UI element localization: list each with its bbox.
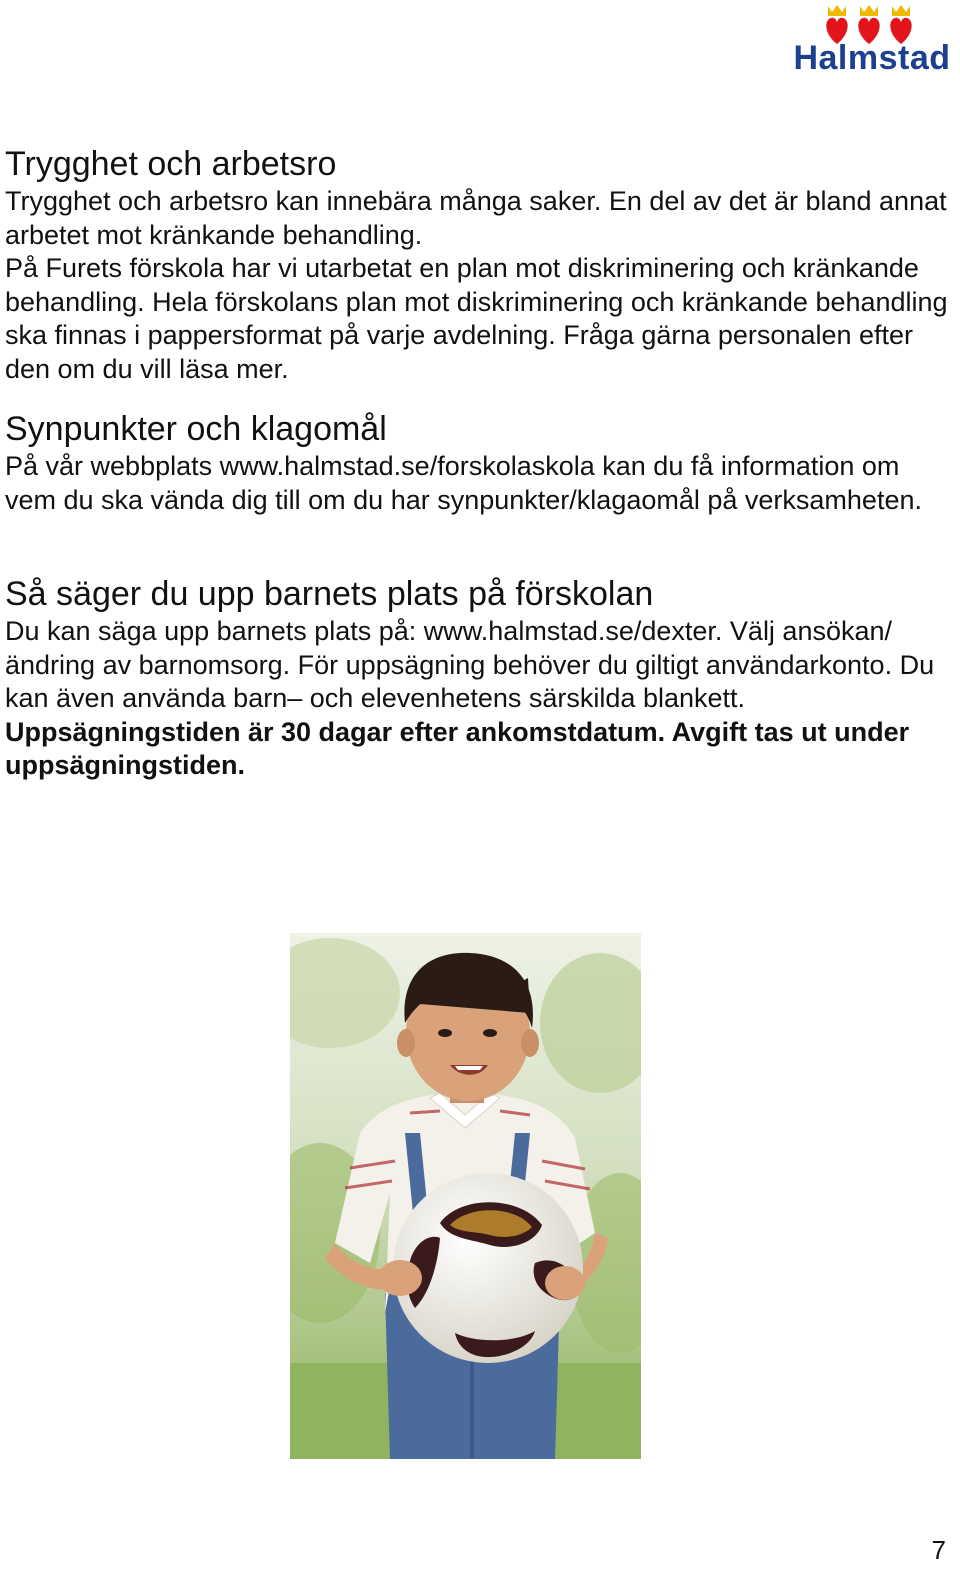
page-number: 7 xyxy=(931,1535,946,1565)
halmstad-logo xyxy=(792,4,952,76)
photo-boy-with-football xyxy=(290,933,641,1459)
section-heading-trygghet: Trygghet och arbetsro xyxy=(5,145,337,183)
uppsagning-bold-text: Uppsägningstiden är 30 dagar efter ankomstdatum. Avgift tas ut under uppsägningstiden. xyxy=(5,716,910,780)
logo-wordmark: Halmstad xyxy=(793,39,951,77)
paragraph-trygghet-1: Trygghet och arbetsro kan innebära många saker. En del av det är bland annat arbetet mot kränkande behandling. xyxy=(5,186,947,250)
crown-icon xyxy=(860,5,878,16)
paragraph-synpunkter: På vår webbplats www.halmstad.se/forskolaskola kan du få information om vem du ska vända dig till om du har synpunkter/klagaomål på verksamheten. xyxy=(5,451,922,515)
section-heading-synpunkter: Synpunkter och klagomål xyxy=(5,410,387,448)
paragraph-uppsagning xyxy=(5,615,950,783)
section-heading-uppsagning: Så säger du upp barnets plats på förskolan xyxy=(5,575,654,613)
paragraph-trygghet-2: På Furets förskola har vi utarbetat en plan mot diskriminering och kränkande behandling. Hela förskolans plan mot diskriminering och kränkande behandling ska finnas i pappersformat på varje avdelning. Fråga gärna personalen efter den om du vill läsa mer. xyxy=(5,253,948,384)
document-body xyxy=(5,143,950,783)
crown-icon xyxy=(892,5,910,16)
uppsagning-text: Du kan säga upp barnets plats på: www.halmstad.se/dexter. Välj ansökan/ändring av barnomsorg. För uppsägning behöver du giltigt användarkonto. Du kan även använda barn– och elevenhetens särskilda blankett. xyxy=(5,616,935,713)
crown-icon xyxy=(828,5,846,16)
boy-with-ball-illustration xyxy=(290,933,641,1459)
